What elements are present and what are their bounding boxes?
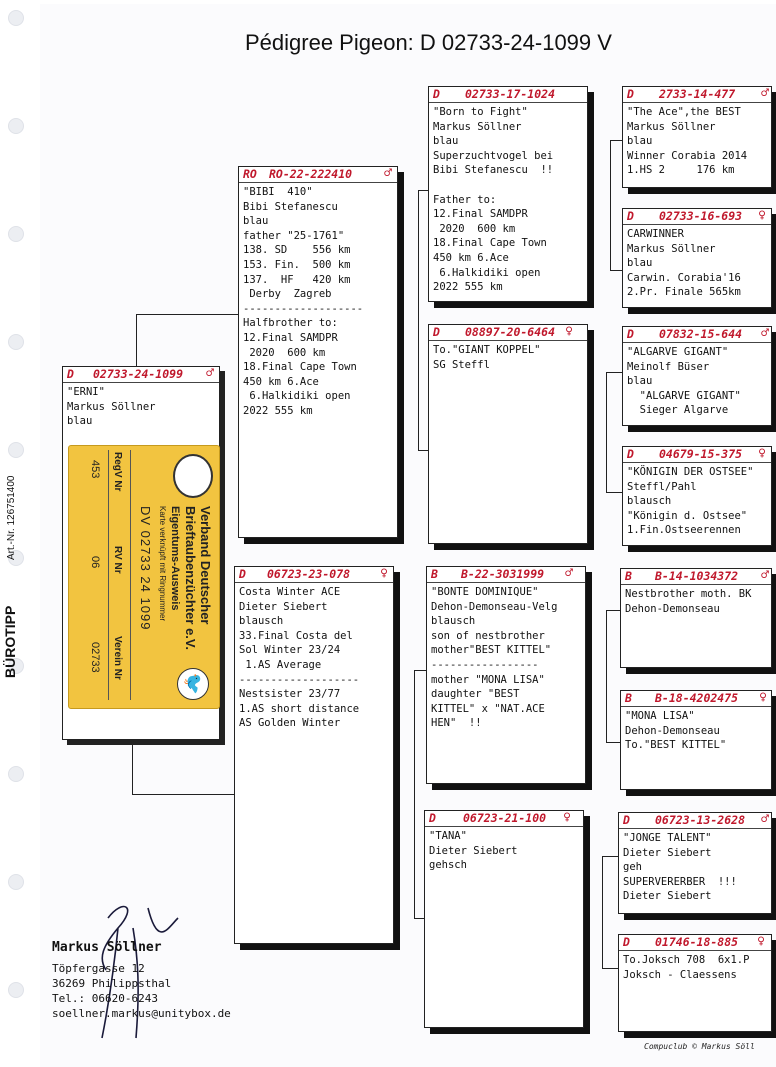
detail-line: blausch — [627, 495, 672, 508]
detail-line: mother"BEST KITTEL" — [431, 644, 552, 657]
detail-line: Dieter Siebert — [623, 846, 712, 859]
ring-number: 01746-18-885 — [655, 935, 739, 949]
detail-line: Dieter Siebert — [239, 600, 328, 613]
sex-symbol: ♂ — [761, 86, 769, 101]
detail-line: Nestsister 23/77 — [239, 688, 341, 701]
detail-line: 18.Final Cape Town — [433, 237, 547, 250]
connector-line — [418, 450, 428, 451]
detail-line: SUPERVERERBER !!! — [623, 875, 737, 888]
detail-line: Meinolf Büser — [627, 360, 710, 373]
detail-line: Markus Söllner — [627, 120, 716, 133]
detail-line: 2020 600 km — [433, 222, 516, 235]
detail-line: "Königin d. Ostsee" — [627, 509, 748, 522]
detail-line: To.Joksch 708 6x1.P — [623, 954, 750, 966]
sex-symbol: ♀ — [758, 446, 766, 461]
detail-line: daughter "BEST — [431, 688, 520, 701]
connector-line — [414, 670, 415, 918]
punch-hole — [8, 118, 24, 134]
detail-line: 6.Halkidiki open — [433, 266, 541, 279]
detail-line: 33.Final Costa del — [239, 629, 353, 642]
detail-line: Nestbrother moth. BK — [625, 588, 752, 600]
detail-line: 1.AS short distance — [239, 702, 360, 715]
detail-line: Bibi Stefanescu !! — [433, 164, 554, 177]
connector-line — [414, 670, 426, 671]
owner-name: Markus Söllner — [52, 940, 162, 955]
detail-line: Sol Winter 23/24 — [239, 644, 341, 657]
pigeon-card-sire-sire[interactable] — [428, 86, 588, 302]
pigeon-card-dds[interactable] — [618, 812, 772, 914]
detail-line: 12.Final SAMDPR — [433, 208, 528, 221]
card-header — [425, 811, 583, 827]
detail-line: blau — [627, 135, 653, 148]
pigeon-card-ddd[interactable] — [618, 934, 772, 1032]
detail-line: KITTEL" x "NAT.ACE — [431, 702, 545, 715]
ring-number: 08897-20-6464 — [465, 325, 556, 339]
country-code: D — [433, 325, 440, 339]
sticker-org-name: Verband Deutscher Brieftaubenzüchter e.V. — [183, 506, 213, 651]
detail-line: "BONTE DOMINIQUE" — [431, 586, 539, 598]
ring-number: RO-22-222410 — [269, 167, 353, 181]
detail-line: AS Golden Winter — [239, 717, 341, 730]
sex-symbol: ♀ — [759, 690, 767, 705]
detail-line: "Born to Fight" — [433, 106, 528, 118]
country-code: B — [431, 567, 438, 581]
owner-street: Töpfergasse 12 — [52, 962, 145, 975]
page-title: Pédigree Pigeon: D 02733-24-1099 V — [245, 30, 612, 55]
pigeon-card-sire[interactable] — [238, 166, 398, 538]
card-details — [429, 341, 587, 372]
sex-symbol: ♀ — [565, 324, 573, 339]
detail-line: gehsch — [429, 859, 467, 872]
detail-line: 2022 555 km — [433, 281, 503, 294]
detail-line: ----------------- — [431, 658, 539, 671]
ring-number: 02733-17-1024 — [465, 87, 556, 101]
rv-label: RV Nr — [112, 546, 123, 574]
pigeon-card-dam-sire[interactable] — [426, 566, 586, 784]
connector-line — [136, 314, 137, 372]
pigeon-figure-icon: 🐦 — [177, 668, 209, 700]
detail-line: "MONA LISA" — [625, 710, 695, 722]
card-header — [623, 209, 771, 225]
detail-line: "TANA" — [429, 830, 467, 842]
card-header — [63, 367, 219, 383]
country-code: D — [429, 811, 436, 825]
card-details — [619, 829, 771, 904]
detail-line: To."GIANT KOPPEL" — [433, 344, 541, 356]
detail-line: Steffl/Pahl — [627, 480, 697, 493]
sticker-ring-number: DV 02733 24 1099 — [138, 506, 153, 631]
detail-line: Markus Söllner — [627, 242, 716, 255]
detail-line: 2.Pr. Finale 565km — [627, 286, 741, 299]
detail-line: 153. Fin. 500 km — [243, 258, 351, 271]
card-header — [619, 935, 771, 951]
ring-number: 06723-21-100 — [463, 811, 547, 825]
sex-symbol: ♂ — [761, 812, 769, 827]
sex-symbol: ♂ — [384, 166, 392, 181]
connector-line — [610, 270, 622, 271]
ownership-card-sticker — [68, 445, 220, 709]
detail-line: 450 km 6.Ace — [243, 375, 319, 388]
punch-hole — [8, 982, 24, 998]
card-details — [425, 827, 583, 873]
detail-line: blausch — [431, 615, 476, 628]
detail-line: SG Steffl — [433, 358, 490, 371]
detail-line: "KÖNIGIN DER OSTSEE" — [627, 466, 754, 478]
side-brand-text: BÜROTIPP — [2, 605, 18, 678]
owner-city: 36269 Philippsthal — [52, 977, 172, 990]
pigeon-card-sss[interactable] — [622, 86, 772, 188]
connector-line — [610, 140, 622, 141]
card-details — [429, 103, 587, 295]
connector-line — [418, 190, 419, 450]
card-details — [235, 583, 393, 731]
punch-hole — [8, 334, 24, 350]
side-article-text: Art.-Nr. 126751400 — [6, 475, 17, 560]
card-details — [623, 463, 771, 538]
detail-line: son of nestbrother — [431, 629, 545, 642]
ring-number: B-18-4202475 — [655, 691, 739, 705]
card-header — [623, 87, 771, 103]
detail-line: 12.Final SAMDPR — [243, 331, 338, 344]
card-header — [429, 87, 587, 103]
card-header — [235, 567, 393, 583]
detail-line: 6.Halkidiki open — [243, 390, 351, 403]
detail-line: Halfbrother to: — [243, 317, 338, 330]
detail-line: ------------------- — [243, 302, 364, 315]
detail-line: Sieger Algarve — [627, 404, 729, 417]
ring-number: B-14-1034372 — [655, 569, 739, 583]
connector-line — [418, 190, 428, 191]
connector-line — [602, 968, 618, 969]
country-code: B — [625, 691, 632, 705]
card-header — [239, 167, 397, 183]
detail-line: "ERNI" — [67, 386, 105, 398]
pigeon-card-dss[interactable] — [620, 568, 772, 668]
detail-line: 1.AS Average — [239, 658, 322, 671]
ring-number: 07832-15-644 — [659, 327, 743, 341]
country-code: D — [627, 209, 634, 223]
detail-line: "The Ace",the BEST — [627, 106, 741, 118]
detail-line: blau — [243, 215, 269, 228]
detail-line: "ALGARVE GIGANT" — [627, 389, 741, 402]
detail-line: 450 km 6.Ace — [433, 251, 509, 264]
footer-credit: Compuclub © Markus Söll — [644, 1042, 755, 1051]
pigeon-card-dsd[interactable] — [620, 690, 772, 790]
card-details — [619, 951, 771, 982]
card-header — [429, 325, 587, 341]
country-code: D — [623, 813, 630, 827]
detail-line: HEN" !! — [431, 717, 482, 730]
detail-line: 18.Final Cape Town — [243, 361, 357, 374]
connector-line — [606, 492, 622, 493]
punch-hole — [8, 874, 24, 890]
detail-line: blau — [433, 135, 459, 148]
detail-line: blau — [627, 257, 653, 270]
pigeon-card-dam[interactable] — [234, 566, 394, 944]
detail-line: father "25-1761" — [243, 229, 345, 242]
sex-symbol: ♂ — [565, 566, 573, 581]
ring-number: 2733-14-477 — [659, 87, 736, 101]
detail-line: Father to: — [433, 193, 497, 206]
reg-label: RegV Nr — [112, 452, 123, 492]
detail-line: Bibi Stefanescu — [243, 200, 338, 213]
detail-line: geh — [623, 861, 642, 874]
detail-line: 2022 555 km — [243, 404, 313, 417]
pigeon-card-dam-dam[interactable] — [424, 810, 584, 1028]
sex-symbol: ♂ — [761, 568, 769, 583]
detail-line: 1.Fin.Ostseerennen — [627, 524, 741, 537]
connector-line — [606, 372, 622, 373]
detail-line: Dehon-Demonseau — [625, 602, 720, 615]
owner-phone: Tel.: 06620-6243 — [52, 992, 158, 1005]
detail-line: 137. HF 420 km — [243, 273, 351, 286]
detail-line: Markus Söllner — [433, 120, 522, 133]
owner-address-block — [52, 940, 231, 1021]
card-details — [623, 343, 771, 418]
pigeon-card-sire-dam[interactable] — [428, 324, 588, 544]
card-header — [621, 569, 771, 585]
detail-line: blau — [627, 375, 653, 388]
detail-line: Dehon-Demonseau-Velg — [431, 600, 558, 613]
detail-line: blau — [67, 415, 93, 428]
pigeon-card-sds[interactable] — [622, 326, 772, 426]
detail-line: "BIBI 410" — [243, 186, 313, 198]
detail-line: Winner Corabia 2014 — [627, 149, 748, 162]
reg-value: 453 — [89, 460, 101, 479]
sticker-title: Eigentums-Ausweis — [169, 506, 181, 611]
card-details — [239, 183, 397, 419]
detail-line: Costa Winter ACE — [239, 586, 341, 598]
detail-line: Dieter Siebert — [623, 890, 712, 903]
country-code: D — [627, 447, 634, 461]
country-code: D — [627, 327, 634, 341]
connector-line — [610, 140, 611, 270]
detail-line: Carwin. Corabia'16 — [627, 271, 741, 284]
connector-line — [606, 610, 607, 742]
country-code: RO — [243, 167, 257, 181]
detail-line: Dieter Siebert — [429, 844, 518, 857]
country-code: D — [623, 935, 630, 949]
card-header — [623, 447, 771, 463]
sex-symbol: ♀ — [757, 934, 765, 949]
pigeon-card-ssd[interactable] — [622, 208, 772, 308]
ring-number: 02733-24-1099 — [93, 367, 184, 381]
connector-line — [136, 314, 238, 315]
detail-line: Derby Zagreb — [243, 288, 332, 301]
sticker-subtitle: Karte verknüpft mit Ringnummer — [158, 506, 167, 622]
detail-line: blausch — [239, 615, 284, 628]
sex-symbol: ♀ — [380, 566, 388, 581]
connector-line — [132, 742, 133, 794]
detail-line: "JONGE TALENT" — [623, 832, 712, 844]
sex-symbol: ♂ — [761, 326, 769, 341]
detail-line: Joksch - Claessens — [623, 968, 737, 981]
connector-line — [602, 856, 603, 968]
detail-line: To."BEST KITTEL" — [625, 739, 727, 752]
rv-value: 06 — [89, 556, 101, 569]
ring-number: B-22-3031999 — [461, 567, 545, 581]
sex-symbol: ♂ — [206, 366, 214, 381]
ring-number: 06723-23-078 — [267, 567, 351, 581]
connector-line — [132, 794, 236, 795]
connector-line — [602, 856, 618, 857]
country-code: B — [625, 569, 632, 583]
owner-email[interactable]: soellner.markus@unitybox.de — [52, 1007, 231, 1020]
association-logo — [173, 454, 213, 498]
card-details — [623, 103, 771, 178]
detail-line: "ALGARVE GIGANT" — [627, 346, 729, 358]
country-code: D — [67, 367, 74, 381]
sex-symbol: ♀ — [758, 208, 766, 223]
card-details — [621, 585, 771, 616]
card-header — [619, 813, 771, 829]
card-header — [621, 691, 771, 707]
detail-line: Superzuchtvogel bei — [433, 149, 554, 162]
ring-number: 06723-13-2628 — [655, 813, 746, 827]
detail-line — [433, 178, 583, 193]
verein-label: Verein Nr — [112, 636, 123, 680]
ring-number: 02733-16-693 — [659, 209, 743, 223]
connector-line — [606, 372, 607, 492]
country-code: D — [433, 87, 440, 101]
card-header — [623, 327, 771, 343]
card-details — [623, 225, 771, 300]
detail-line: 2020 600 km — [243, 346, 326, 359]
punch-hole — [8, 10, 24, 26]
divider — [130, 450, 131, 700]
ring-number: 04679-15-375 — [659, 447, 743, 461]
detail-line: 1.HS 2 176 km — [627, 164, 735, 177]
detail-line: ------------------- — [239, 673, 360, 686]
card-header — [427, 567, 585, 583]
detail-line: Dehon-Demonseau — [625, 724, 720, 737]
sex-symbol: ♀ — [563, 810, 571, 825]
verein-value: 02733 — [89, 642, 101, 673]
country-code: D — [627, 87, 634, 101]
card-details — [621, 707, 771, 753]
detail-line: Markus Söllner — [67, 400, 156, 413]
detail-line: CARWINNER — [627, 228, 684, 240]
card-details — [63, 383, 219, 429]
detail-line: 138. SD 556 km — [243, 244, 351, 257]
country-code: D — [239, 567, 246, 581]
pigeon-card-sdd[interactable] — [622, 446, 772, 546]
detail-line: mother "MONA LISA" — [431, 673, 545, 686]
punch-hole — [8, 226, 24, 242]
punch-hole — [8, 766, 24, 782]
card-details — [427, 583, 585, 731]
divider — [108, 450, 109, 700]
